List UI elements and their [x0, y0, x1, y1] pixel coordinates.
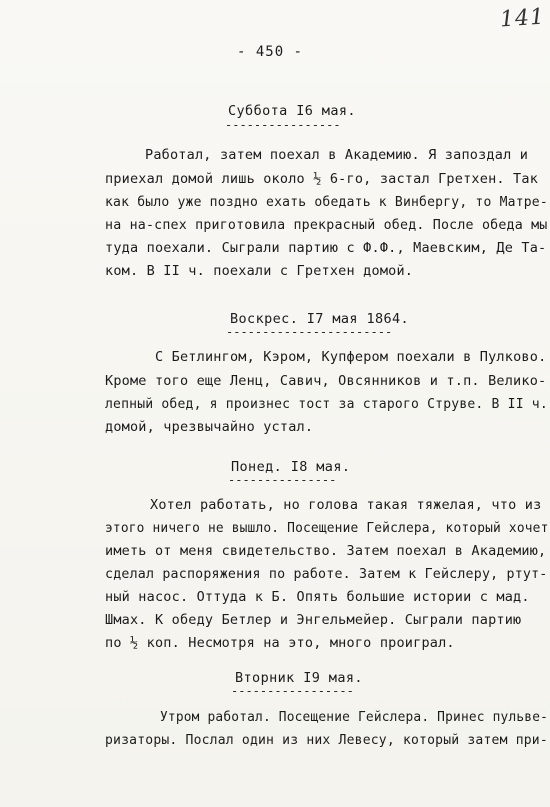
text-line: С Бетлингом, Кэром, Купфером поехали в Пулково. — [155, 349, 547, 365]
text-line: лепный обед, я произнес тост за старого Струве. В II ч. — [105, 396, 548, 412]
text-line: иметь от меня свидетельство. Затем поехал в Академию, — [105, 543, 547, 559]
entry-heading: Воскрес. I7 мая 1864. — [230, 311, 410, 327]
text-line: как было уже поздно ехать обедать к Винбергу, то Матре- — [105, 194, 548, 210]
heading-underline: ---------------- — [225, 118, 341, 132]
text-line: туда поехали. Сыграли партию с Ф.Ф., Маевским, Де Та- — [105, 240, 547, 256]
entry-heading: Понед. I8 мая. — [231, 459, 351, 475]
entry-heading: Суббота I6 мая. — [228, 103, 356, 119]
archive-number: 141 — [499, 4, 546, 33]
text-line: приехал домой лишь около ½ 6-го, застал Гретхен. Так — [105, 171, 539, 187]
text-line: Шмах. К обеду Бетлер и Энгельмейер. Сыграли партию — [105, 612, 522, 628]
heading-underline: --------------- — [228, 473, 337, 487]
text-line: домой, чрезвычайно устал. — [105, 419, 314, 435]
text-line: ный насос. Оттуда к Б. Опять большие истории с мад. — [105, 589, 530, 605]
text-line: ком. В II ч. поехали с Гретхен домой. — [105, 263, 414, 279]
entry-heading: Вторник I9 мая. — [235, 670, 363, 686]
heading-underline: ----------------- — [231, 684, 354, 698]
text-line: по ½ коп. Несмотря на это, много проиграл. — [105, 635, 455, 651]
text-line: на на-спех приготовила прекрасный обед. После обеда мы — [105, 217, 548, 233]
text-line: Работал, затем поехал в Академию. Я запоздал и — [145, 147, 529, 163]
text-line: сделал распоряжения по работе. Затем к Гейслеру, ртут- — [105, 566, 548, 582]
text-line: Кроме того еще Ленц, Савич, Овсянников и т.п. Велико- — [105, 373, 547, 389]
text-line: ризаторы. Послал один из них Левесу, который затем при- — [105, 732, 548, 748]
text-line: Хотел работать, но голова такая тяжелая, что из — [150, 497, 542, 513]
heading-underline: ----------------------- — [226, 325, 393, 339]
page-number: - 450 - — [236, 44, 303, 60]
text-line: этого ничего не вышло. Посещение Гейслера, который хочет — [105, 520, 549, 536]
text-line: Утром работал. Посещение Гейслера. Принес пульве- — [160, 709, 549, 725]
